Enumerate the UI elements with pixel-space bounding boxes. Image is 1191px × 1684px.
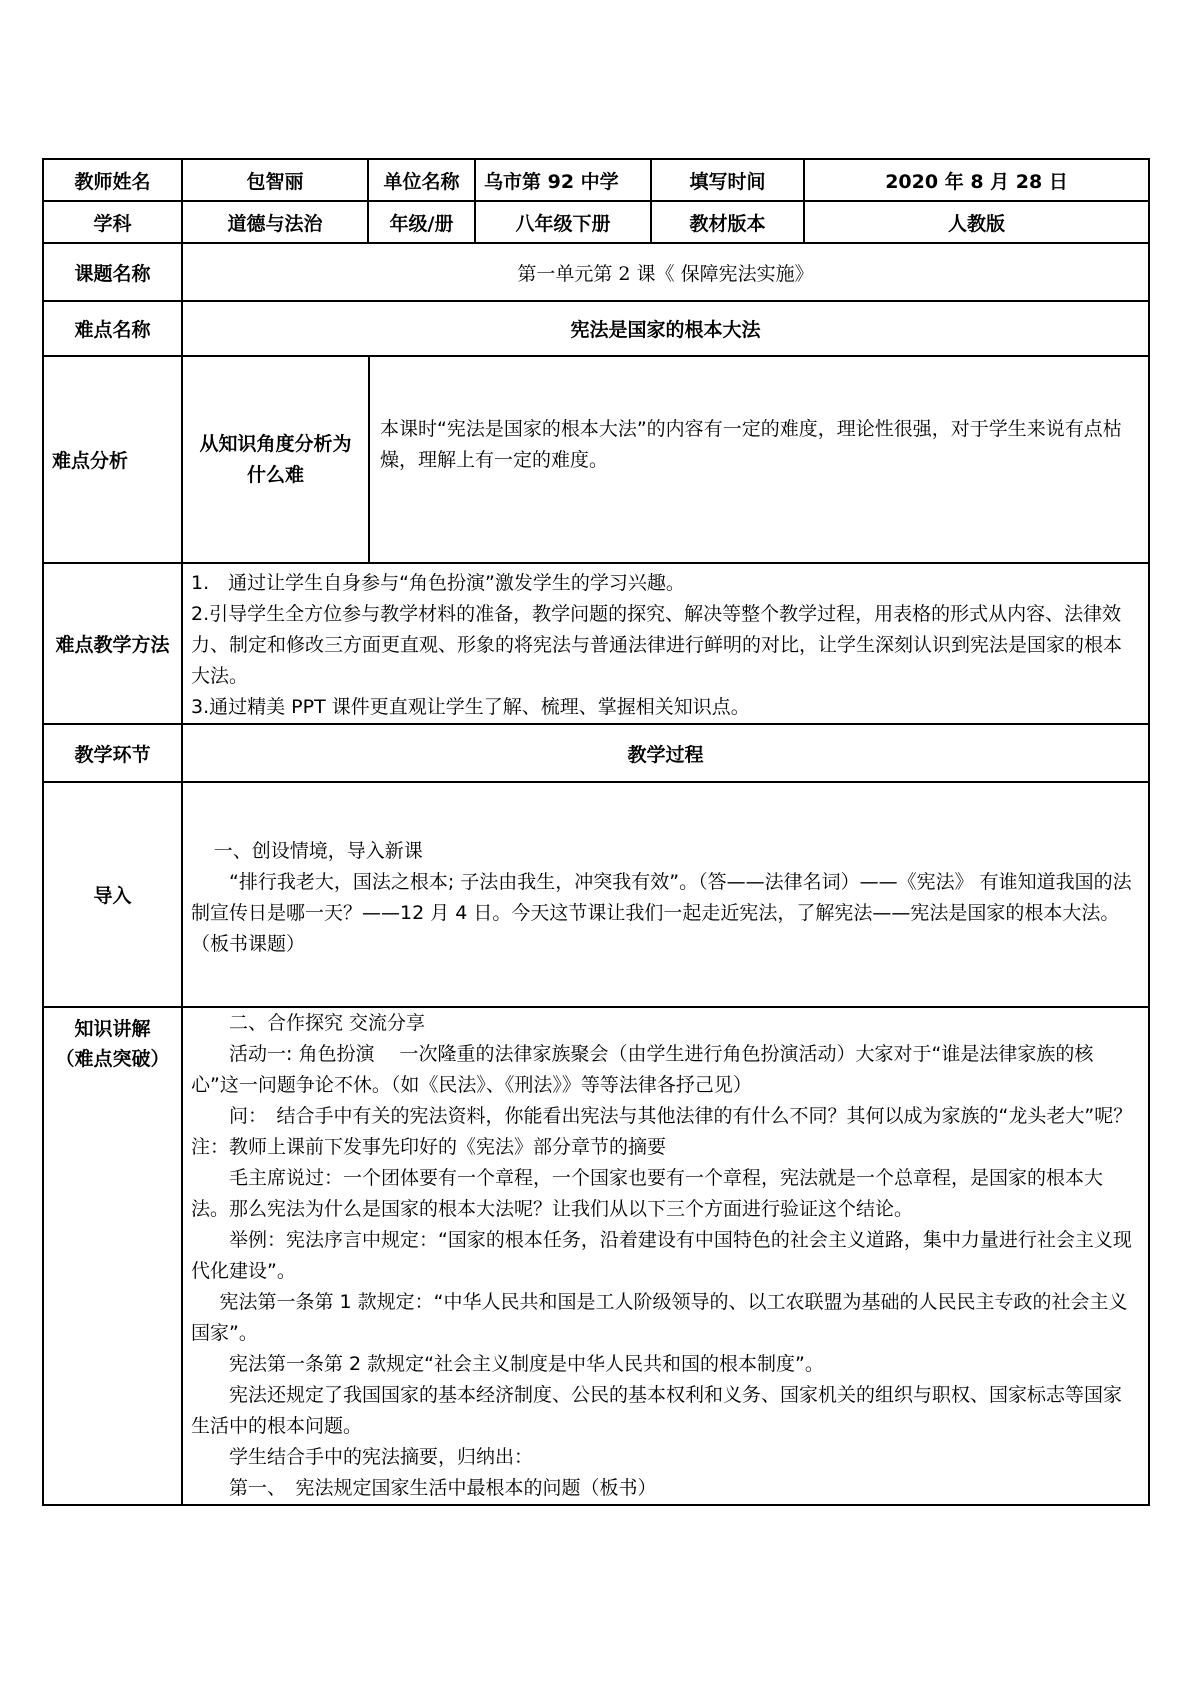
teaching-methods-row [43,563,1149,724]
unit-name-label: 单位名称 [368,159,475,201]
header-row-2 [43,201,1149,243]
difficulty-name-row [43,301,1149,356]
edition-label: 教材版本 [651,201,804,243]
knowledge-paragraph: 毛主席说过：一个团体要有一个章程，一个国家也要有一个章程，宪法就是一个总章程，是国家的根本大法。那么宪法为什么是国家的根本大法呢？让我们从以下三个方面进行验证这个结论。 [191,1167,1104,1220]
difficulty-analysis-label: 难点分析 [43,356,182,563]
intro-row [43,782,1149,1007]
method-item-3: 3.通过精美 PPT 课件更直观让学生了解、梳理、掌握相关知识点。 [191,696,750,718]
knowledge-paragraph: 第一、 宪法规定国家生活中最根本的问题（板书） [229,1477,657,1499]
grade-label: 年级/册 [368,201,475,243]
lesson-title-value: 第一单元第 2 课《 保障宪法实施》 [182,243,1149,301]
difficulty-name-value: 宪法是国家的根本大法 [182,301,1149,356]
difficulty-analysis-row [43,356,1149,563]
lesson-title-row [43,243,1149,301]
subject-label: 学科 [43,201,182,243]
grade-value: 八年级下册 [475,201,651,243]
edition-value: 人教版 [804,201,1149,243]
knowledge-label-line-1: 知识讲解 [74,1018,151,1040]
knowledge-content [182,1007,1149,1505]
knowledge-paragraph: 活动一: 角色扮演 一次隆重的法律家族聚会（由学生进行角色扮演活动）大家对于“谁是法律家族的核心”这一问题争论不休。（如《民法》、《刑法》》等等法律各抒己见） [191,1043,1094,1096]
lesson-title-label: 课题名称 [43,243,182,301]
knowledge-paragraph: 问： 结合手中有关的宪法资料，你能看出宪法与其他法律的有什么不同？其何以成为家族的“龙头老大”呢？ 注：教师上课前下发事先印好的《宪法》部分章节的摘要 [191,1105,1133,1158]
knowledge-label-line-2: （难点突破） [55,1048,170,1070]
teacher-name-label: 教师姓名 [43,159,182,201]
teaching-stage-label: 教学环节 [43,724,182,782]
subject-value: 道德与法治 [182,201,368,243]
process-header-row [43,724,1149,782]
lesson-plan-table [42,158,1150,1506]
difficulty-name-label: 难点名称 [43,301,182,356]
fill-time-value: 2020 年 8 月 28 日 [804,159,1149,201]
knowledge-paragraph: 宪法第一条第 1 款规定：“中华人民共和国是工人阶级领导的、以工农联盟为基础的人民民主专政的社会主义国家”。 [191,1291,1128,1344]
knowledge-paragraph: 宪法还规定了我国国家的基本经济制度、公民的基本权利和义务、国家机关的组织与职权、国家标志等国家生活中的根本问题。 [191,1384,1123,1437]
difficulty-analysis-text: 本课时“宪法是国家的根本大法”的内容有一定的难度，理论性很强，对于学生来说有点枯燥，理解上有一定的难度。 [369,357,1148,562]
teacher-name-value: 包智丽 [182,159,368,201]
lesson-plan-sheet [42,158,1148,1506]
teaching-methods-label: 难点教学方法 [43,563,182,724]
knowledge-heading: 二、合作探究 交流分享 [229,1012,426,1034]
difficulty-analysis-content [182,356,1149,563]
difficulty-analysis-subtable [183,357,1148,562]
unit-name-value: 乌市第 92 中学 [475,159,651,201]
method-item-1: 1. 通过让学生自身参与“角色扮演”激发学生的学习兴趣。 [191,572,685,594]
intro-heading: 一、创设情境，导入新课 [213,839,423,862]
knowledge-row [43,1007,1149,1505]
teaching-methods-content [182,563,1149,724]
fill-time-label: 填写时间 [651,159,804,201]
intro-label: 导入 [43,782,182,1007]
knowledge-paragraph: 宪法第一条第 2 款规定“社会主义制度是中华人民共和国的根本制度”。 [229,1353,824,1375]
intro-paragraph: “排行我老大，国法之根本; 子法由我生，冲突我有效”。（答——法律名词）——《宪法》 有谁知道我国的法制宣传日是哪一天？——12 月 4 日。今天这节课让我们一起走近宪法，了解宪法——宪法是国家的根本大法。（板书课题） [191,870,1132,955]
intro-content [182,782,1149,1007]
knowledge-angle-label: 从知识角度分析为什么难 [199,432,352,486]
header-row-1 [43,159,1149,201]
method-item-2: 2.引导学生全方位参与教学材料的准备，教学问题的探究、解决等整个教学过程，用表格的形式从内容、法律效力、制定和修改三方面更直观、形象的将宪法与普通法律进行鲜明的对比，让学生深刻认识到宪法是国家的根本大法。 [191,603,1123,687]
knowledge-paragraph: 学生结合手中的宪法摘要，归纳出： [229,1446,534,1468]
teaching-process-label: 教学过程 [182,724,1149,782]
knowledge-paragraph: 举例：宪法序言中规定：“国家的根本任务，沿着建设有中国特色的社会主义道路，集中力量进行社会主义现代化建设”。 [191,1229,1132,1282]
knowledge-label [43,1007,182,1505]
